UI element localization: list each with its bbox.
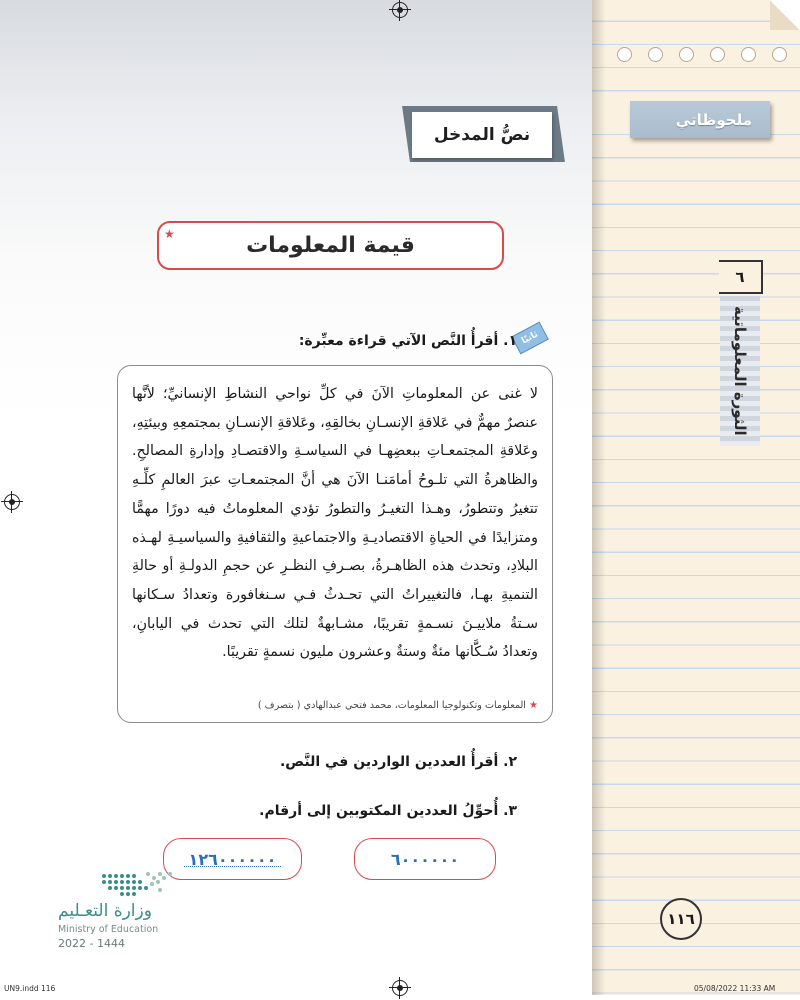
step-badge bbox=[512, 324, 548, 352]
footer-file-name: UN9.indd 116 bbox=[4, 984, 56, 993]
binder-hole-icon bbox=[617, 47, 632, 62]
lesson-title-box bbox=[157, 221, 504, 270]
passage-text: لا غنى عن المعلوماتِ الآنَ في كلِّ نواحي النشاطِ الإنسانيِّ؛ لأنَّها عنصرٌ مهمٌّ في عَلاقةِ الإنسـانِ بخالقِهِ، وعَلاقةِ الإنسـانِ بمجتمعِهِ وبيئتِهِ، وعَلاقةِ المجتمعـاتِ ببعضِهـا في السياسـةِ والاقتصـادِ وإدارةِ المصالحِ. والظاهرةُ التي تلـوحُ أمامَنـا الآنَ هي أنَّ المجتمعـاتِ عبرَ العالمِ كلِّـهِ تتغيرُ وتتطورُ، وهـذا التغيـرُ والتطورُ تؤدي المعلوماتُ فيه دورًا مهمًّا ومتزايدًا في الحياةِ الاقتصاديـةِ والاجتماعيةِ والثقافيةِ والسياسيـةِ لهـذه البلادِ، وتحدث هذه الظاهـرةُ، بصـرفِ النظـرِ عن حجمِ الدولـةِ أو حالةِ التنميةِ بهـا، فالتغييراتُ التي تحـدثُ فـي سـنغافورة وتعدادُ سـكانها سـتةُ ملاييـنَ نسـمةٍ تقريبًا، مشـابهةٌ لتلك التي تحدث في اليابانِ، وتعدادُ سُـكَّانها مئةٌ وستةٌ وعشرون مليون نسمةٍ تقريبًا. bbox=[132, 386, 538, 661]
footer-date: 05/08/2022 11:33 AM bbox=[694, 984, 776, 993]
star-icon: ★ bbox=[164, 227, 175, 241]
page-curl-corner bbox=[770, 0, 800, 30]
registration-mark-icon bbox=[392, 980, 408, 996]
unit-number: ٦ bbox=[735, 268, 745, 286]
answer-field-left[interactable] bbox=[163, 838, 302, 880]
answer-underline bbox=[184, 866, 281, 867]
binder-hole-icon bbox=[710, 47, 725, 62]
instruction-3: ٣. أُحوِّلُ العددين المكتوبين إلى أرقام. bbox=[259, 803, 517, 819]
unit-title: الثورة المعلوماتية bbox=[731, 306, 749, 436]
registration-mark-icon bbox=[4, 494, 20, 510]
star-icon: ★ bbox=[529, 700, 538, 711]
edition-year: 2022 - 1444 bbox=[58, 937, 125, 950]
binder-hole-icon bbox=[679, 47, 694, 62]
entry-tab-label: نصُّ المدخل bbox=[433, 125, 531, 145]
step-badge-label: ثانيًا bbox=[520, 329, 540, 347]
binder-hole-icon bbox=[648, 47, 663, 62]
answer-value-right: ٦٠٠٠٠٠٠ bbox=[390, 849, 460, 869]
lesson-title: قيمة المعلومات bbox=[246, 233, 415, 258]
passage-source bbox=[258, 700, 538, 711]
binder-hole-icon bbox=[741, 47, 756, 62]
my-notes-tab bbox=[630, 101, 770, 138]
ministry-logo-icon bbox=[100, 868, 175, 896]
unit-title-ribbon bbox=[720, 296, 760, 446]
my-notes-label: ملحوظاتي bbox=[675, 110, 752, 129]
binder-hole-icon bbox=[772, 47, 787, 62]
unit-number-box bbox=[719, 260, 763, 294]
passage-source-text: المعلومات وتكنولوجيا المعلومات، محمد فتحي عبدالهادي ( بتصرف ) bbox=[257, 700, 526, 711]
answer-value-left: ١٢٦٠٠٠٠٠٠ bbox=[188, 849, 277, 869]
instruction-1: ١. أقرأُ النَّص الآتي قراءة معبِّرة: bbox=[298, 333, 517, 349]
notes-sidebar-shadow bbox=[592, 0, 606, 995]
page-number-circle bbox=[660, 898, 702, 940]
entry-tab bbox=[412, 112, 552, 158]
answer-field-right[interactable] bbox=[354, 838, 496, 880]
ministry-name-english: Ministry of Education bbox=[58, 924, 159, 935]
passage-box bbox=[117, 365, 553, 723]
page-number: ١١٦ bbox=[667, 910, 695, 928]
notes-sidebar bbox=[592, 0, 800, 995]
ministry-name-arabic: وزارة التعـليم bbox=[58, 901, 152, 921]
instruction-2: ٢. أقرأُ العددين الواردين في النَّص. bbox=[279, 754, 517, 770]
registration-mark-icon bbox=[392, 2, 408, 18]
